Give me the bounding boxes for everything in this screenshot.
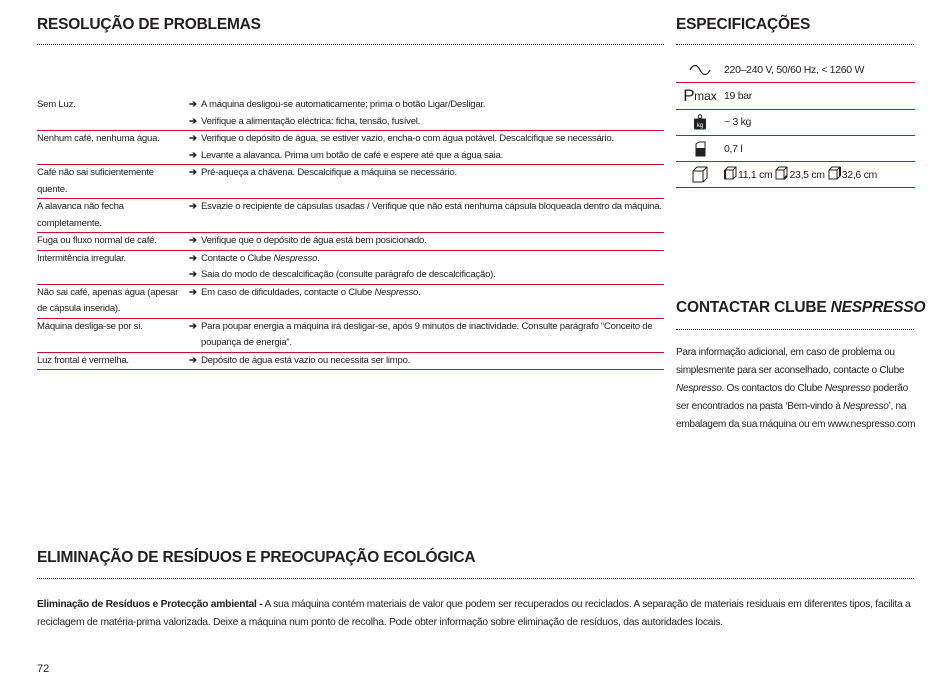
solution-item [189,114,664,131]
arrow-icon: ➔ [189,133,197,144]
pmax-icon: P max [683,85,717,105]
solution-cell [189,97,664,130]
arrow-icon: ➔ [189,354,197,366]
solution-cell [189,131,664,164]
solution-cell [189,199,664,232]
solution-item [189,131,664,148]
page-number: 72 [37,663,50,675]
solution-cell [189,165,664,198]
cube-icon [676,166,724,183]
solution-item [189,251,664,268]
solution-cell [189,285,664,318]
solution-item [189,267,664,284]
spec-row-dimensions [676,162,915,188]
problem-cell: Intermitência irregular. [37,252,126,264]
problem-cell: Fuga ou fluxo normal de café. [37,235,157,246]
spec-row-capacity [676,136,915,162]
arrow-icon: ➔ [189,167,197,178]
solution-cell [189,319,664,352]
solution-item [189,285,664,302]
title-divider [37,578,914,579]
problem-cell: Máquina desliga-se por si. [37,320,143,332]
spec-weight: ~ 3 kg [724,116,752,129]
disposal-title: ELIMINAÇÃO DE RESÍDUOS E PREOCUPAÇÃO ECOLÓGICA [37,549,476,566]
solution-item [189,233,664,250]
spec-row-voltage [676,57,915,83]
title-divider [676,329,914,330]
table-row [37,97,664,131]
height-cube-icon [828,166,841,183]
solution-item [189,148,664,165]
table-row [37,285,664,319]
spec-width: 11,1 cm [738,168,773,181]
depth-cube-icon [775,166,788,183]
arrow-icon: ➔ [189,115,197,127]
troubleshooting-title: RESOLUÇÃO DE PROBLEMAS [37,16,261,33]
spec-pressure: 19 bar [724,89,752,102]
arrow-icon: ➔ [189,99,197,110]
table-row [37,251,664,285]
ac-wave-icon [676,65,724,75]
problem-cell: Café não sai suficientemente quente. [37,167,154,195]
problem-cell: Não sai café, apenas água (apesar de cápsula inserida). [37,286,179,314]
title-divider [37,44,664,45]
solution-text: Saia do modo de descalcificação (consulte parágrafo de descalcificação). [201,269,496,280]
width-cube-icon [724,166,737,183]
disposal-text: Eliminação de Resíduos e Protecção ambiental - A sua máquina contém materiais de valor que podem ser recuperados ou reciclados. A separação de materiais residuais em diferentes tipos, facilita a reciclagem de matéria-prima valorizada. Deixe a máquina num ponto de recolha. Pode obter informação sobre eliminação de resíduos, das autoridades locais. [37,599,911,628]
solution-cell [189,251,664,284]
problem-cell: Luz frontal é vermelha. [37,354,129,366]
table-row [37,233,664,251]
arrow-icon: ➔ [189,286,197,298]
solution-text: Para poupar energia a máquina irá desligar-se, após 9 minutos de inactividade. Consulte parágrafo “Conceito de poupança de energia”. [201,320,653,348]
solution-text: Verifique o depósito de água, se estiver vazio, encha-o com água potável. Descalcifique se necessário. [201,133,614,144]
solution-text: Verifique que o depósito de água está bem posicionado. [201,235,427,246]
arrow-icon: ➔ [189,320,197,332]
solution-item [189,97,664,114]
arrow-icon: ➔ [189,201,197,212]
table-row [37,199,664,233]
solution-item [189,319,664,352]
specifications-table [676,57,915,188]
solution-item [189,165,664,182]
spec-row-pressure [676,83,915,109]
table-row [37,165,664,199]
solution-text: Pré-aqueça a chávena. Descalcifique a máquina se necessário. [201,167,457,178]
solution-cell [189,353,664,370]
problem-cell: Nenhum café, nenhuma água. [37,133,160,144]
solution-text: Levante a alavanca. Prima um botão de café e espere até que a água saia. [201,149,504,161]
solution-text: A máquina desligou-se automaticamente; prima o botão Ligar/Desligar. [201,99,486,110]
solution-text: Contacte o Clube Nespresso. [201,252,320,264]
solution-text: Depósito de água está vazio ou necessita ser limpo. [201,354,411,366]
arrow-icon: ➔ [189,252,197,264]
solution-item [189,199,664,216]
title-divider [676,44,914,45]
spec-dimensions [724,166,877,183]
spec-row-weight [676,110,915,136]
weight-icon [676,114,724,130]
solution-cell [189,233,664,250]
problem-cell: A alavanca não fecha completamente. [37,201,124,229]
contact-text: Para informação adicional, em caso de problema ou simplesmente para ser aconselhado, contacte o Clube Nespresso. Os contactos do Clube Nespresso poderão ser encontrados na pasta ‘Bem-vindo à Nespresso’, na embalagem da sua máquina ou em www.nespresso.com [676,347,916,430]
table-row [37,353,664,371]
table-row [37,319,664,353]
arrow-icon: ➔ [189,235,197,246]
contact-title: CONTACTAR CLUBE NESPRESSO [676,299,926,316]
solution-text: Verifique a alimentação eléctrica: ficha, tensão, fusível. [201,115,421,127]
spec-depth: 23,5 cm [789,168,825,181]
disposal-lead: Eliminação de Resíduos e Protecção ambiental - [37,599,263,610]
spec-capacity: 0,7 l [724,142,743,155]
arrow-icon: ➔ [189,149,197,161]
solution-text: Esvazie o recipiente de cápsulas usadas / Verifique que não está nenhuma cápsula bloqueada dentro da máquina. [201,201,662,212]
spec-voltage: 220–240 V, 50/60 Hz, < 1260 W [724,63,865,76]
arrow-icon: ➔ [189,269,197,280]
spec-height: 32,6 cm [841,168,877,181]
troubleshooting-table [37,97,664,370]
weight-icon-label: kg [696,123,704,130]
solution-text: Em caso de dificuldades, contacte o Clube Nespresso. [201,286,421,298]
table-row [37,131,664,165]
solution-item [189,353,664,370]
problem-cell: Sem Luz. [37,99,76,110]
water-tank-icon [676,141,724,157]
specifications-title: ESPECIFICAÇÕES [676,16,811,33]
